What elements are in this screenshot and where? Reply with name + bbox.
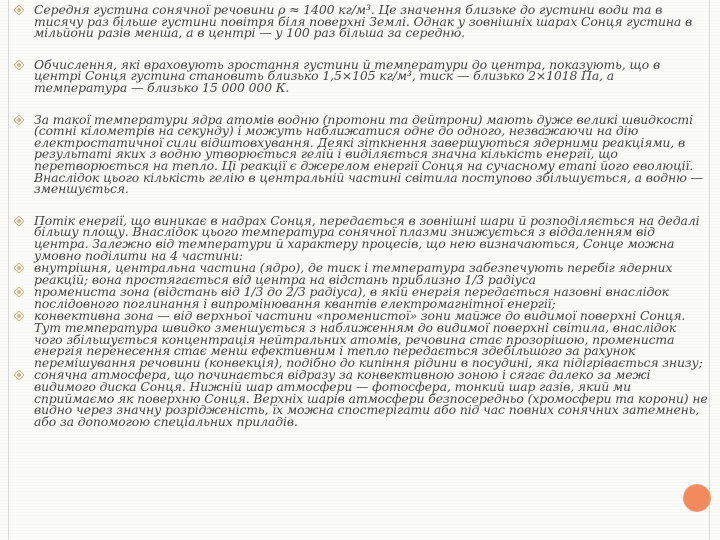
diamond-bullet-icon — [14, 60, 24, 70]
bullet-text: промениста зона (відстань від 1/3 до 2/3 радіуса), в якій енергія передається назовні внаслідок послідовного поглинання і випромінювання квантів електромагнітної енергії; — [34, 284, 669, 311]
left-frame-line — [8, 0, 9, 540]
bullet-radiative-zone — [14, 286, 714, 309]
bullet-core-zone — [14, 262, 714, 285]
diamond-bullet-icon — [14, 263, 24, 273]
bullet-text: конвективна зона — від верхньої частини «променистої» зони майже до видимої поверхні Сонця. Тут температура швидко зменшується з наближенням до видимої поверхні світила, внаслідок чого збільшується концентрація нейтральних атомів, речовина стає прозорішою, промениста енергія перенесення стає менш ефективним і тепло передається здебільшого за рахунок перемішування речовини (конвекція), подібно до кипіння рідини в посудині, яка підігрівається знизу; — [34, 308, 703, 370]
bullet-text: Середня густина сонячної речовини ρ ≈ 1400 кг/м³. Це значення близьке до густини води та в тисячу раз більше густини повітря біля поверхні Землі. Однак у зовнішніх шарах Сонця густина в мільйони разів менша, а в центрі — у 100 раз більша за середню. — [34, 2, 693, 41]
diamond-bullet-icon — [14, 370, 24, 380]
decorative-circle — [683, 484, 711, 512]
diamond-bullet-icon — [14, 216, 24, 226]
bullet-convective-zone — [14, 310, 714, 368]
bullet-text: Потік енергії, що виникає в надрах Сонця, передається в зовнішні шари й розподіляється на дедалі більшу площу. Внаслідок цього температура сонячної плазми знижується з віддаленням від центра. Залежно від температури й характеру процесів, що нею визначаються, Сонце можна умовно поділити на 4 частини: — [34, 212, 700, 263]
bullet-text: внутрішня, центральна частина (ядро), де тиск і температура забезпечують перебіг ядерних реакцій; вона простягається від центра на відстань приблизно 1/3 радіуса — [34, 260, 673, 287]
bullet-solar-atmosphere — [14, 369, 714, 427]
bullet-density — [14, 4, 714, 39]
diamond-bullet-icon — [14, 5, 24, 15]
diamond-bullet-icon — [14, 115, 24, 125]
diamond-bullet-icon — [14, 287, 24, 297]
bullet-text: Обчислення, які враховують зростання густини й температури до центра, показують, що в центрі Сонця густина становить близько 1,5×105 кг/м³, тиск — близько 2×1018 Па, а температура — близько 15 000 000 К. — [34, 56, 661, 95]
diamond-bullet-icon — [14, 311, 24, 321]
bullet-text: сонячна атмосфера, що починається відразу за конвективною зоною і сягає далеко за межі видимого диска Сонця. Нижній шар атмосфери — фотосфера, тонкий шар газів, який ми сприймаємо як поверхню Сонця. Верхніх шарів атмосфери безпосередньо (хромосфери та корони) не видно через значну розрідженість, їх можна спостерігати або під час повних сонячних затемнень, або за допомогою спеціальних приладів. — [34, 367, 708, 429]
bullet-nuclear-reactions — [14, 111, 714, 197]
bullet-energy-flow — [14, 212, 714, 263]
bullet-text: За такої температури ядра атомів водню (протони та дейтрони) мають дуже великі швидкості (сотні кілометрів на секунду) і можуть наближатися одне до одного, незважаючи на дію електростатичної сили відштовхування. Деякі зіткнення завершуються ядерними реакціями, в результаті яких з водню утворюється гелій і виділяється значна кількість енергії, що перетворюється на тепло. Ці реакції є джерелом енергії Сонця на сучасному етапі його еволюції. Внаслідок цього кількість гелію в центральній частині світила поступово збільшується, а водню — зменшується. — [34, 111, 703, 197]
bullet-core-conditions — [14, 56, 714, 95]
bullet-list — [14, 4, 714, 427]
